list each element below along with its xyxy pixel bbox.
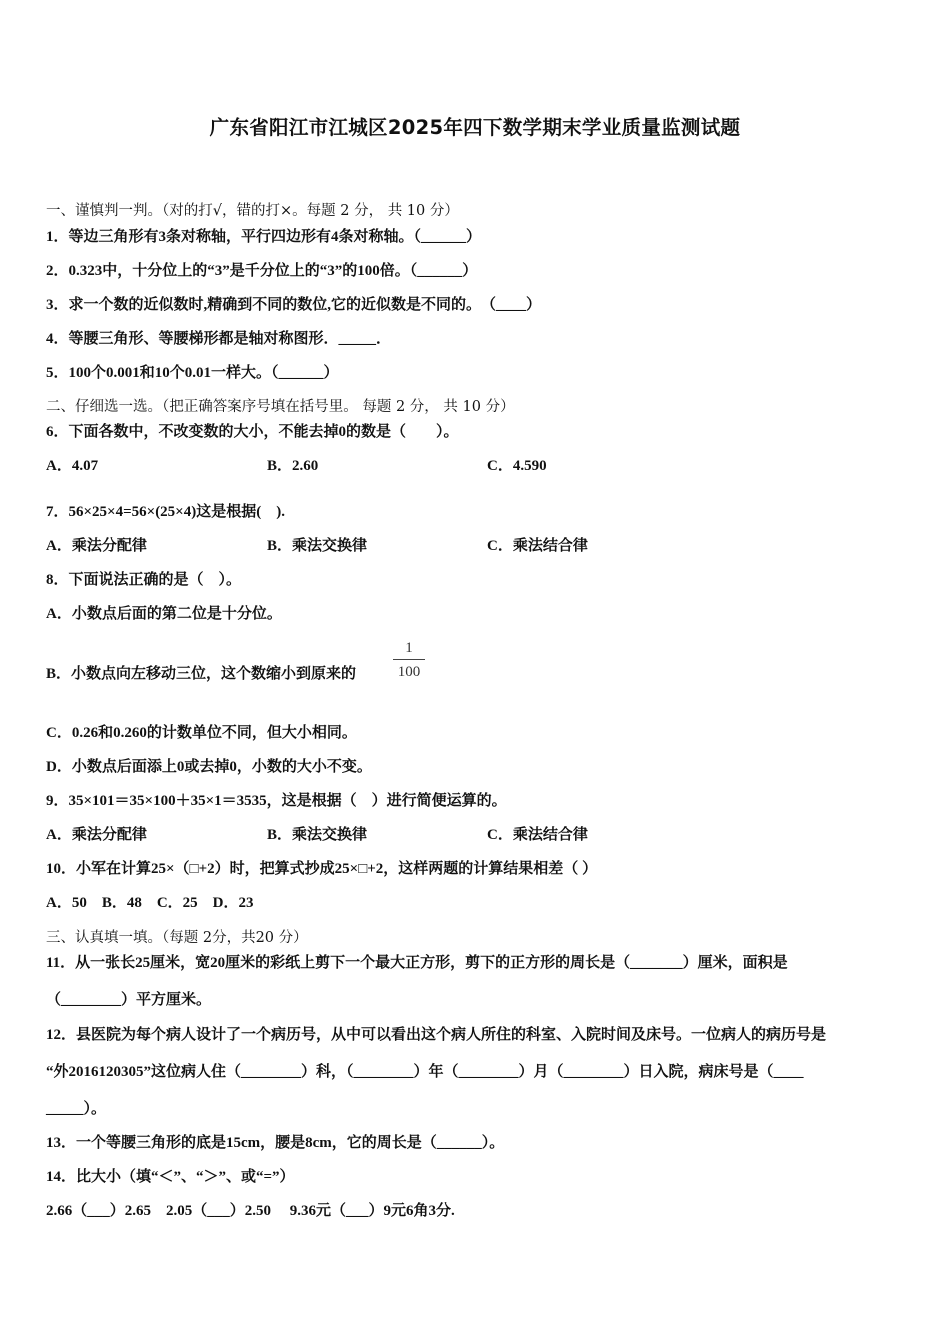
question-5: 5．100个0.001和10个0.01一样大。（______） [46,365,339,381]
fraction-one-hundredth [393,638,425,682]
question-8-option-d: D．小数点后面添上0或去掉0，小数的大小不变。 [46,759,372,775]
question-9-option-b: B．乘法交换律 [267,827,368,843]
question-10-options: A．50 B．48 C．25 D．23 [46,895,254,911]
section-heading-2: 二、仔细选一选。（把正确答案序号填在括号里。 每题 2 分， 共 10 分） [46,399,515,415]
fraction-bar [393,659,425,660]
question-14-items: 2.66（___）2.65 2.05（___）2.50 9.36元（___）9元6角3分. [46,1203,455,1219]
question-6-option-b: B．2.60 [267,458,319,474]
question-13: 13．一个等腰三角形的底是15cm，腰是8cm，它的周长是（______）。 [46,1135,505,1151]
question-8-option-b: B．小数点向左移动三位，这个数缩小到原来的 [46,666,357,682]
question-4: 4．等腰三角形、等腰梯形都是轴对称图形．_____． [46,331,392,347]
question-9: 9．35×101＝35×100＋35×1＝3535，这是根据（ ）进行简便运算的。 [46,793,507,809]
question-8-option-a: A．小数点后面的第二位是十分位。 [46,606,282,622]
question-7-option-b: B．乘法交换律 [267,538,368,554]
fraction-numerator: 1 [405,640,413,656]
question-7-option-a: A．乘法分配律 [46,538,147,554]
question-1: 1．等边三角形有3条对称轴，平行四边形有4条对称轴。（______） [46,229,482,245]
question-3: 3．求一个数的近似数时,精确到不同的数位,它的近似数是不同的。 （____） [46,297,542,313]
question-9-option-a: A．乘法分配律 [46,827,147,843]
question-12-line-1: 12．县医院为每个病人设计了一个病历号，从中可以看出这个病人所住的科室、入院时间及床号。一位病人的病历号是 [46,1027,827,1043]
question-2: 2．0.323中，十分位上的“3”是千分位上的“3”的100倍。（______） [46,263,478,279]
question-12-line-2: “外2016120305”这位病人住（________）科，（________）年（________）月（________）日入院，病床号是（____ [46,1064,804,1080]
page-title: 广东省阳江市江城区2025年四下数学期末学业质量监测试题 [209,116,741,139]
question-10: 10．小军在计算25×（□+2）时，把算式抄成25×□+2，这样两题的计算结果相差（ ） [46,861,598,877]
question-7: 7．56×25×4=56×(25×4)这是根据( ). [46,504,285,520]
question-7-option-c: C．乘法结合律 [487,538,588,554]
question-12-line-3: _____）。 [46,1101,107,1117]
question-6: 6．下面各数中，不改变数的大小，不能去掉0的数是（ ）。 [46,424,459,440]
question-9-option-c: C．乘法结合律 [487,827,588,843]
question-6-option-a: A．4.07 [46,458,99,474]
question-14: 14．比大小（填“＜”、“＞”、或“=”） [46,1169,295,1185]
question-6-option-c: C．4.590 [487,458,547,474]
fraction-denominator: 100 [397,664,421,680]
question-11-line-1: 11．从一张长25厘米，宽20厘米的彩纸上剪下一个最大正方形，剪下的正方形的周长是（_______）厘米，面积是 [46,955,788,971]
section-heading-3: 三、认真填一填。（每题 2分，共20 分） [46,930,308,946]
question-11-line-2: （________）平方厘米。 [46,992,212,1008]
question-8-option-c: C．0.26和0.260的计数单位不同，但大小相同。 [46,725,357,741]
section-heading-1: 一、谨慎判一判。（对的打√，错的打×。每题 2 分， 共 10 分） [46,203,459,219]
question-8: 8．下面说法正确的是（ ）。 [46,572,242,588]
